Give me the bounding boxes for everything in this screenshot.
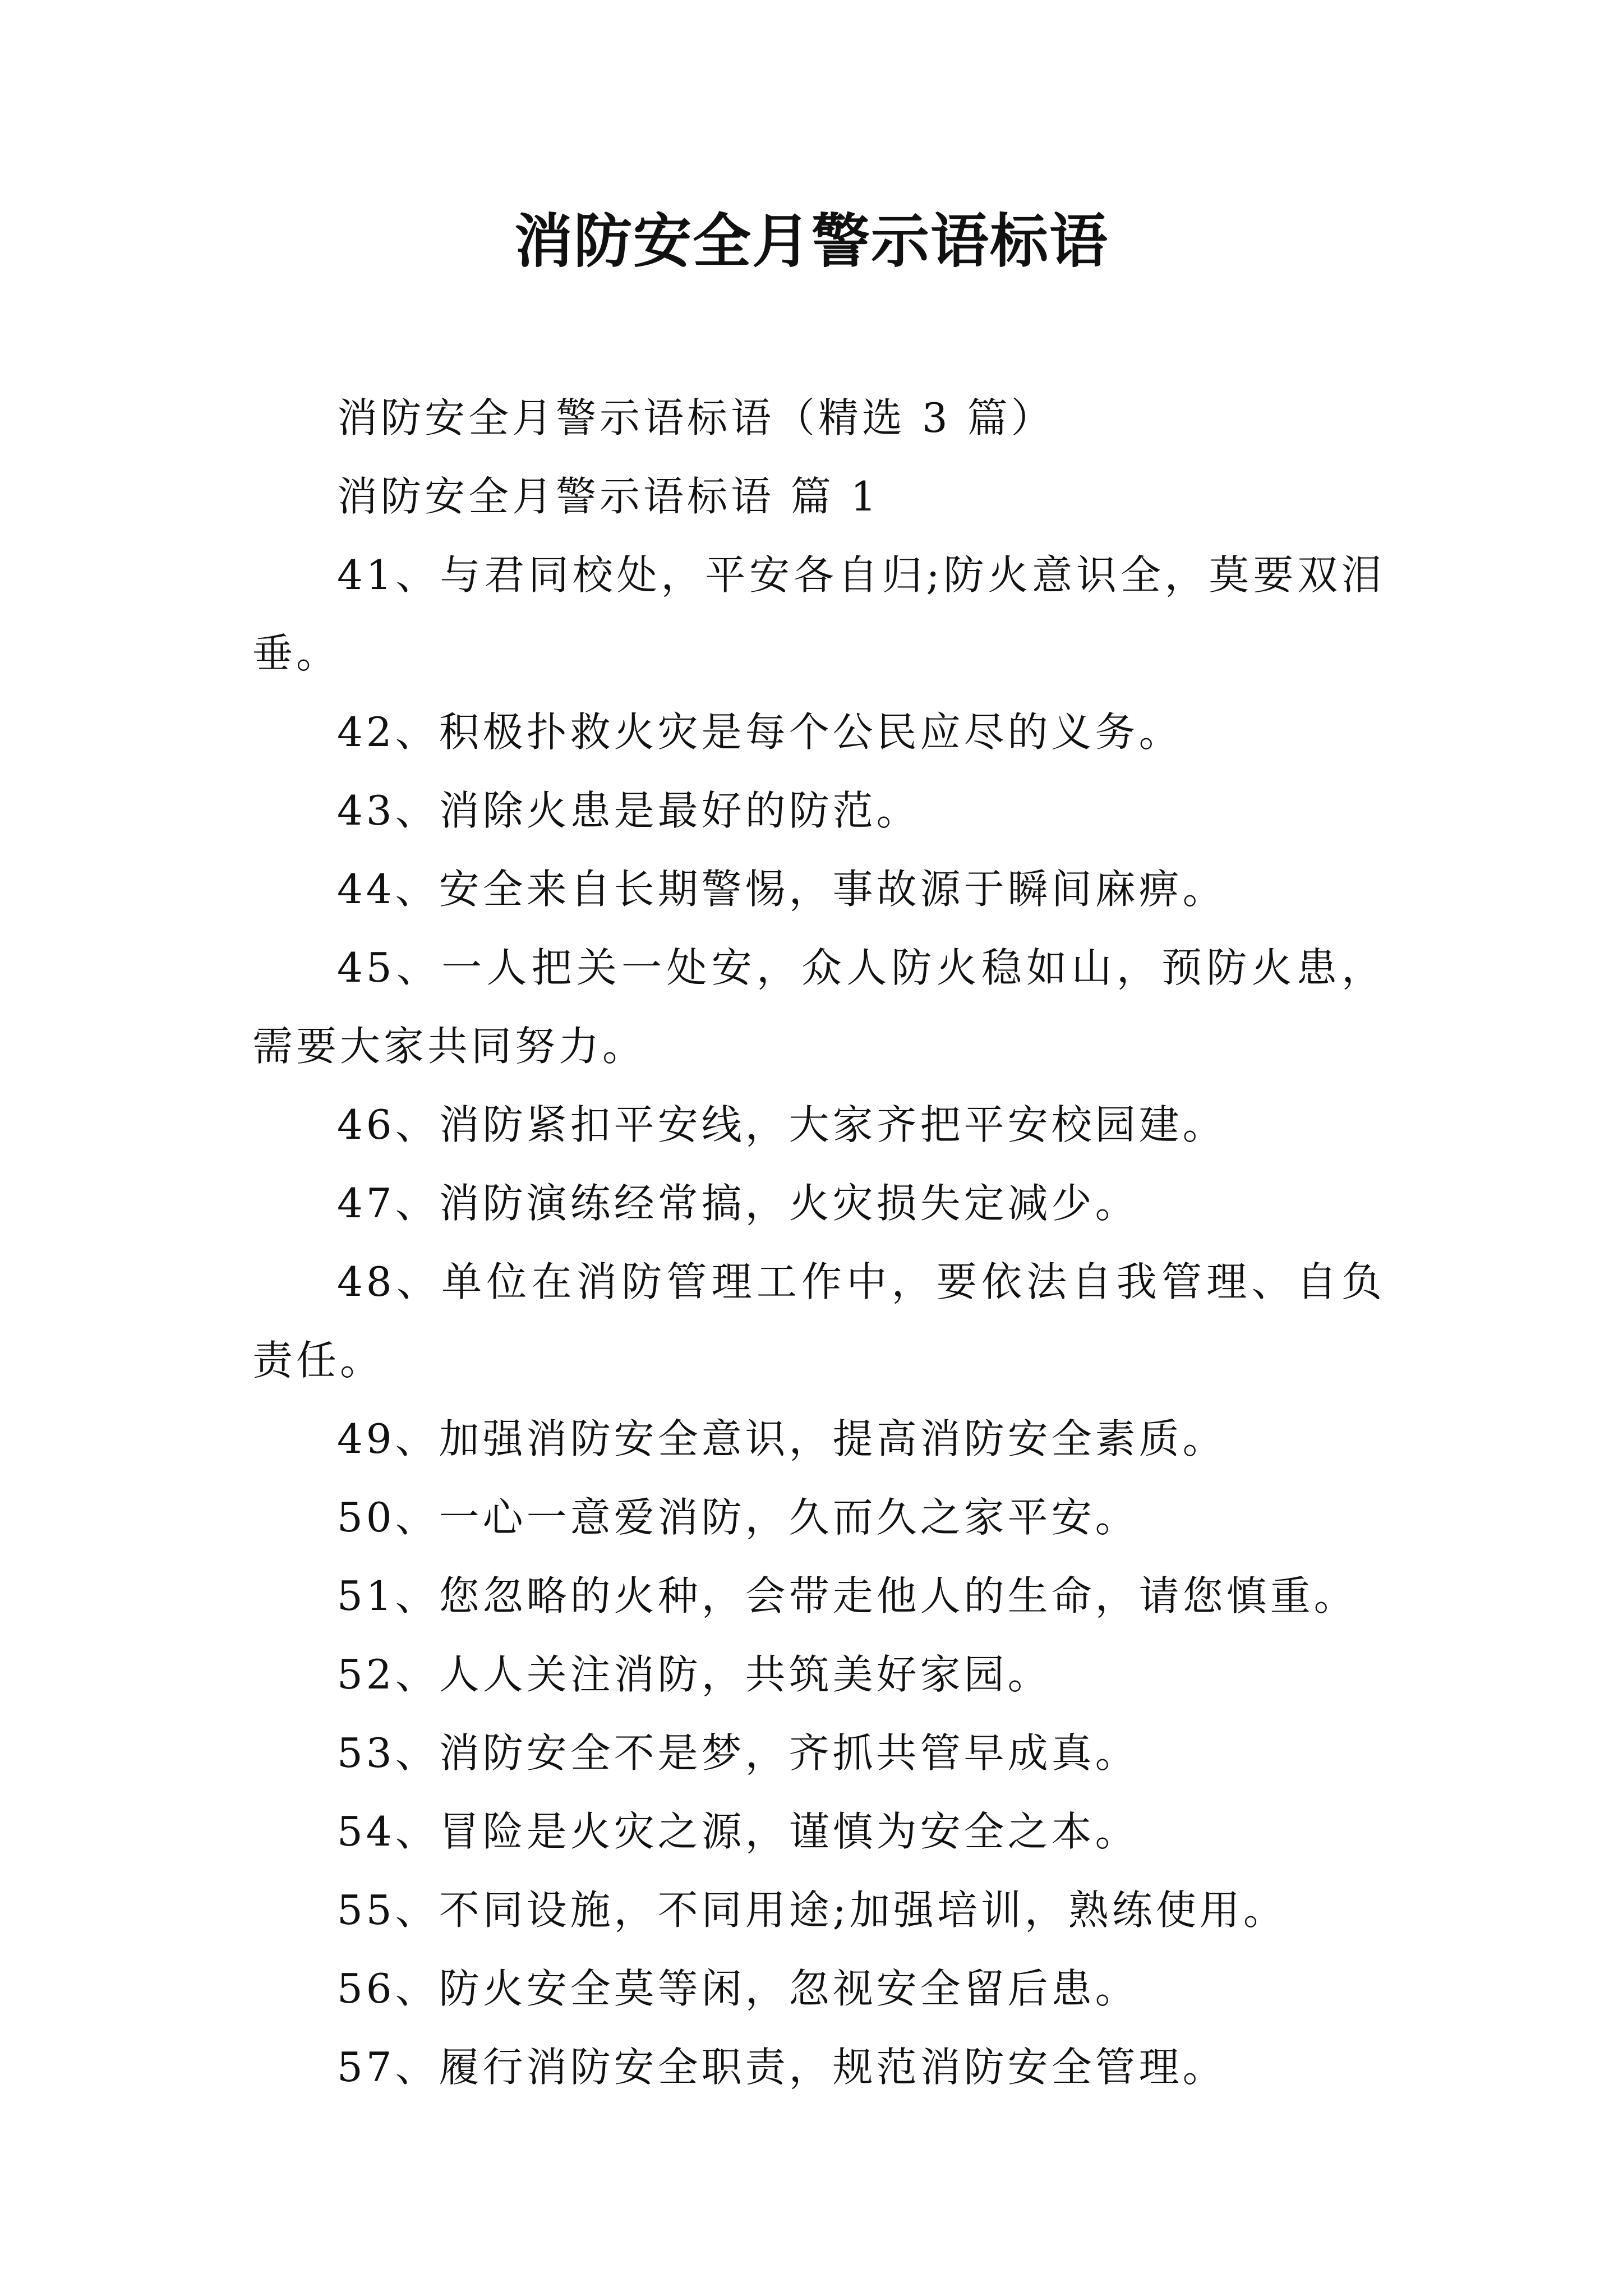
paragraph: 52、人人关注消防，共筑美好家园。 [337, 1651, 1052, 1698]
document-title: 消防安全月警示语标语 [514, 206, 1109, 275]
paragraph: 50、一心一意爱消防，久而久之家平安。 [337, 1494, 1139, 1541]
paragraph: 44、安全来自长期警惕，事故源于瞬间麻痹。 [337, 866, 1227, 913]
paragraph: 51、您忽略的火种，会带走他人的生命，请您慎重。 [337, 1572, 1358, 1619]
paragraph: 45、一人把关一处安，众人防火稳如山，预防火患，需要大家共同努力。 [252, 944, 1385, 1070]
document-body [252, 379, 1385, 2106]
paragraph: 消防安全月警示语标语 篇 1 [337, 473, 880, 520]
paragraph: 47、消防演练经常搞，火灾损失定减少。 [337, 1180, 1139, 1227]
paragraph: 57、履行消防安全职责，规范消防安全管理。 [337, 2044, 1227, 2091]
paragraph: 42、积极扑救火灾是每个公民应尽的义务。 [337, 708, 1183, 756]
paragraph: 49、加强消防安全意识，提高消防安全素质。 [337, 1415, 1227, 1462]
paragraph: 55、不同设施，不同用途;加强培训，熟练使用。 [337, 1887, 1287, 1934]
paragraph: 53、消防安全不是梦，齐抓共管早成真。 [337, 1729, 1139, 1777]
paragraph: 43、消除火患是最好的防范。 [337, 787, 920, 834]
paragraph: 消防安全月警示语标语（精选 3 篇） [337, 394, 1055, 441]
paragraph: 41、与君同校处，平安各自归;防火意识全，莫要双泪垂。 [252, 551, 1385, 677]
paragraph: 46、消防紧扣平安线，大家齐把平安校园建。 [337, 1101, 1227, 1148]
paragraph: 56、防火安全莫等闲，忽视安全留后患。 [337, 1965, 1139, 2012]
paragraph: 54、冒险是火灾之源，谨慎为安全之本。 [337, 1808, 1139, 1855]
paragraph: 48、单位在消防管理工作中，要依法自我管理、自负责任。 [252, 1258, 1385, 1384]
